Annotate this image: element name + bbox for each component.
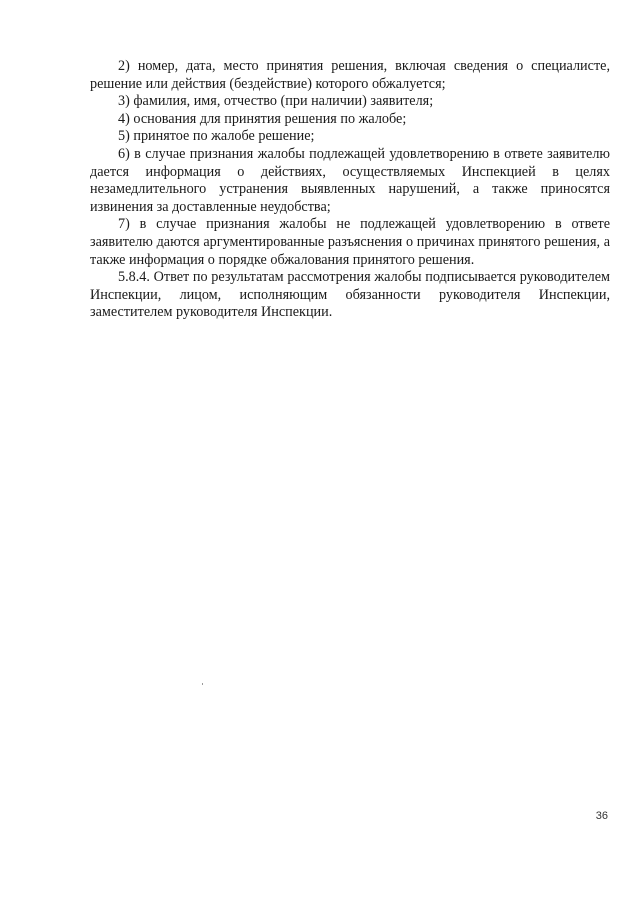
scan-artifact-mark xyxy=(202,683,203,685)
document-body xyxy=(90,58,610,322)
paragraph-item-3: 3) фамилия, имя, отчество (при наличии) заявителя; xyxy=(118,93,434,110)
paragraph-item-5: 5) принятое по жалобе решение; xyxy=(118,128,315,145)
paragraph-item-2: 2) номер, дата, место принятия решения, включая сведения о специалисте, решение или действия (бездействие) которого обжалуется; xyxy=(90,58,610,92)
paragraph-item-6: 6) в случае признания жалобы подлежащей удовлетворению в ответе заявителю дается информация о действиях, осуществляемых Инспекцией в целях незамедлительного устранения выявленных нарушений, а также приносятся извинения за доставленные неудобства; xyxy=(90,145,610,215)
paragraph-item-4: 4) основания для принятия решения по жалобе; xyxy=(118,110,407,127)
paragraph-item-7: 7) в случае признания жалобы не подлежащей удовлетворению в ответе заявителю даются аргументированные разъяснения о причинах принятого решения, а также информация о порядке обжалования принятого решения. xyxy=(90,216,610,268)
paragraph-section-5-8-4: 5.8.4. Ответ по результатам рассмотрения жалобы подписывается руководителем Инспекции, лицом, исполняющим обязанности руководителя Инспекции, заместителем руководителя Инспекции. xyxy=(90,269,610,321)
page-number: 36 xyxy=(595,810,608,822)
